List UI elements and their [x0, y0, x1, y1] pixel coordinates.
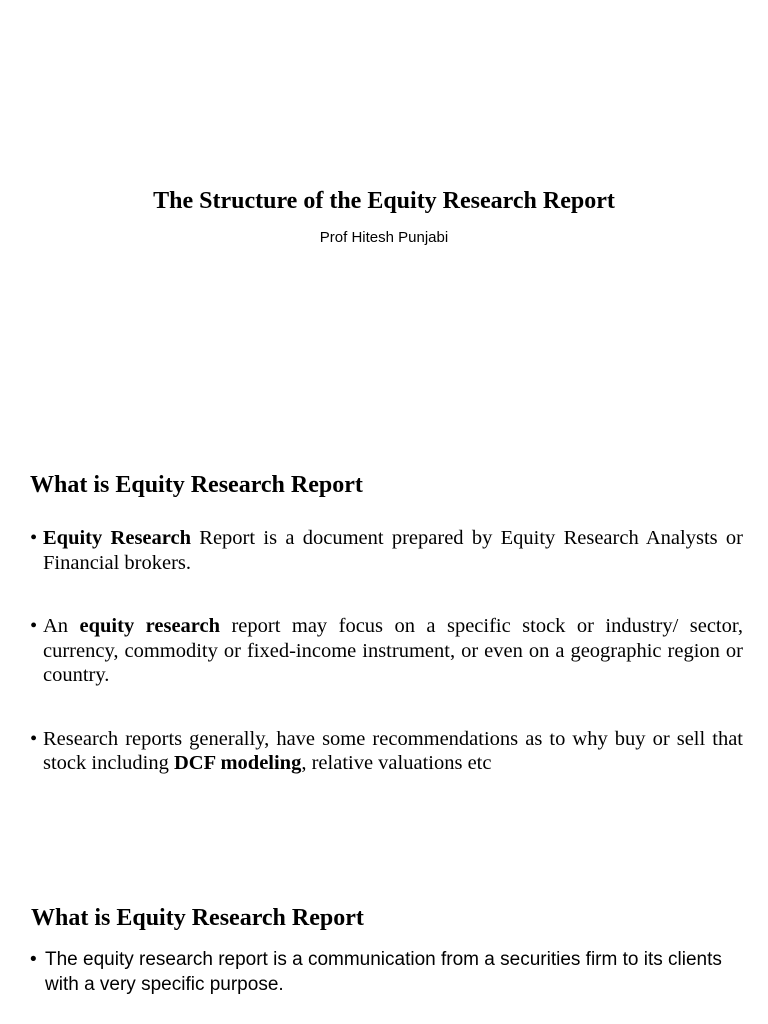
bullet-list — [30, 526, 743, 776]
author-name: Prof Hitesh Punjabi — [319, 229, 449, 246]
bold-term: DCF modeling — [173, 752, 302, 774]
communication-slide — [0, 864, 768, 1024]
title-slide — [0, 0, 768, 432]
bullet-text: Report is a document prepared by Equity Research Analysts or Financial brokers. — [43, 527, 743, 574]
bold-term: Equity Research — [43, 527, 191, 549]
bullet-text: , relative valuations etc — [301, 752, 492, 774]
slide-heading: What is Equity Research Report — [30, 472, 363, 498]
bullet-item-recommendations — [30, 727, 743, 776]
slide-heading: What is Equity Research Report — [31, 905, 364, 931]
definition-slide — [0, 432, 768, 864]
bullet-point-icon: • — [30, 527, 38, 549]
bullet-item-communication — [30, 948, 743, 997]
bullet-point-icon: • — [30, 615, 38, 637]
bold-term: equity research — [79, 615, 221, 637]
report-title: The Structure of the Equity Research Report — [153, 188, 615, 214]
bullet-point-icon: • — [30, 949, 37, 970]
bullet-point-icon: • — [30, 727, 38, 750]
bullet-item-focus — [30, 614, 743, 688]
bullet-text: The equity research report is a communication from a securities firm to its clients with a very specific purpose. — [45, 949, 722, 995]
bullet-text: An — [43, 615, 80, 637]
bullet-text: report may focus on a specific stock or industry/ sector, currency, commodity or fixed-income instrument, or even on a geographic region or country. — [43, 615, 744, 686]
bullet-list — [30, 948, 743, 997]
bullet-item-definition — [30, 526, 743, 575]
bullet-text: Research reports generally, have some recommendations as to why buy or sell that stock including — [43, 727, 743, 774]
